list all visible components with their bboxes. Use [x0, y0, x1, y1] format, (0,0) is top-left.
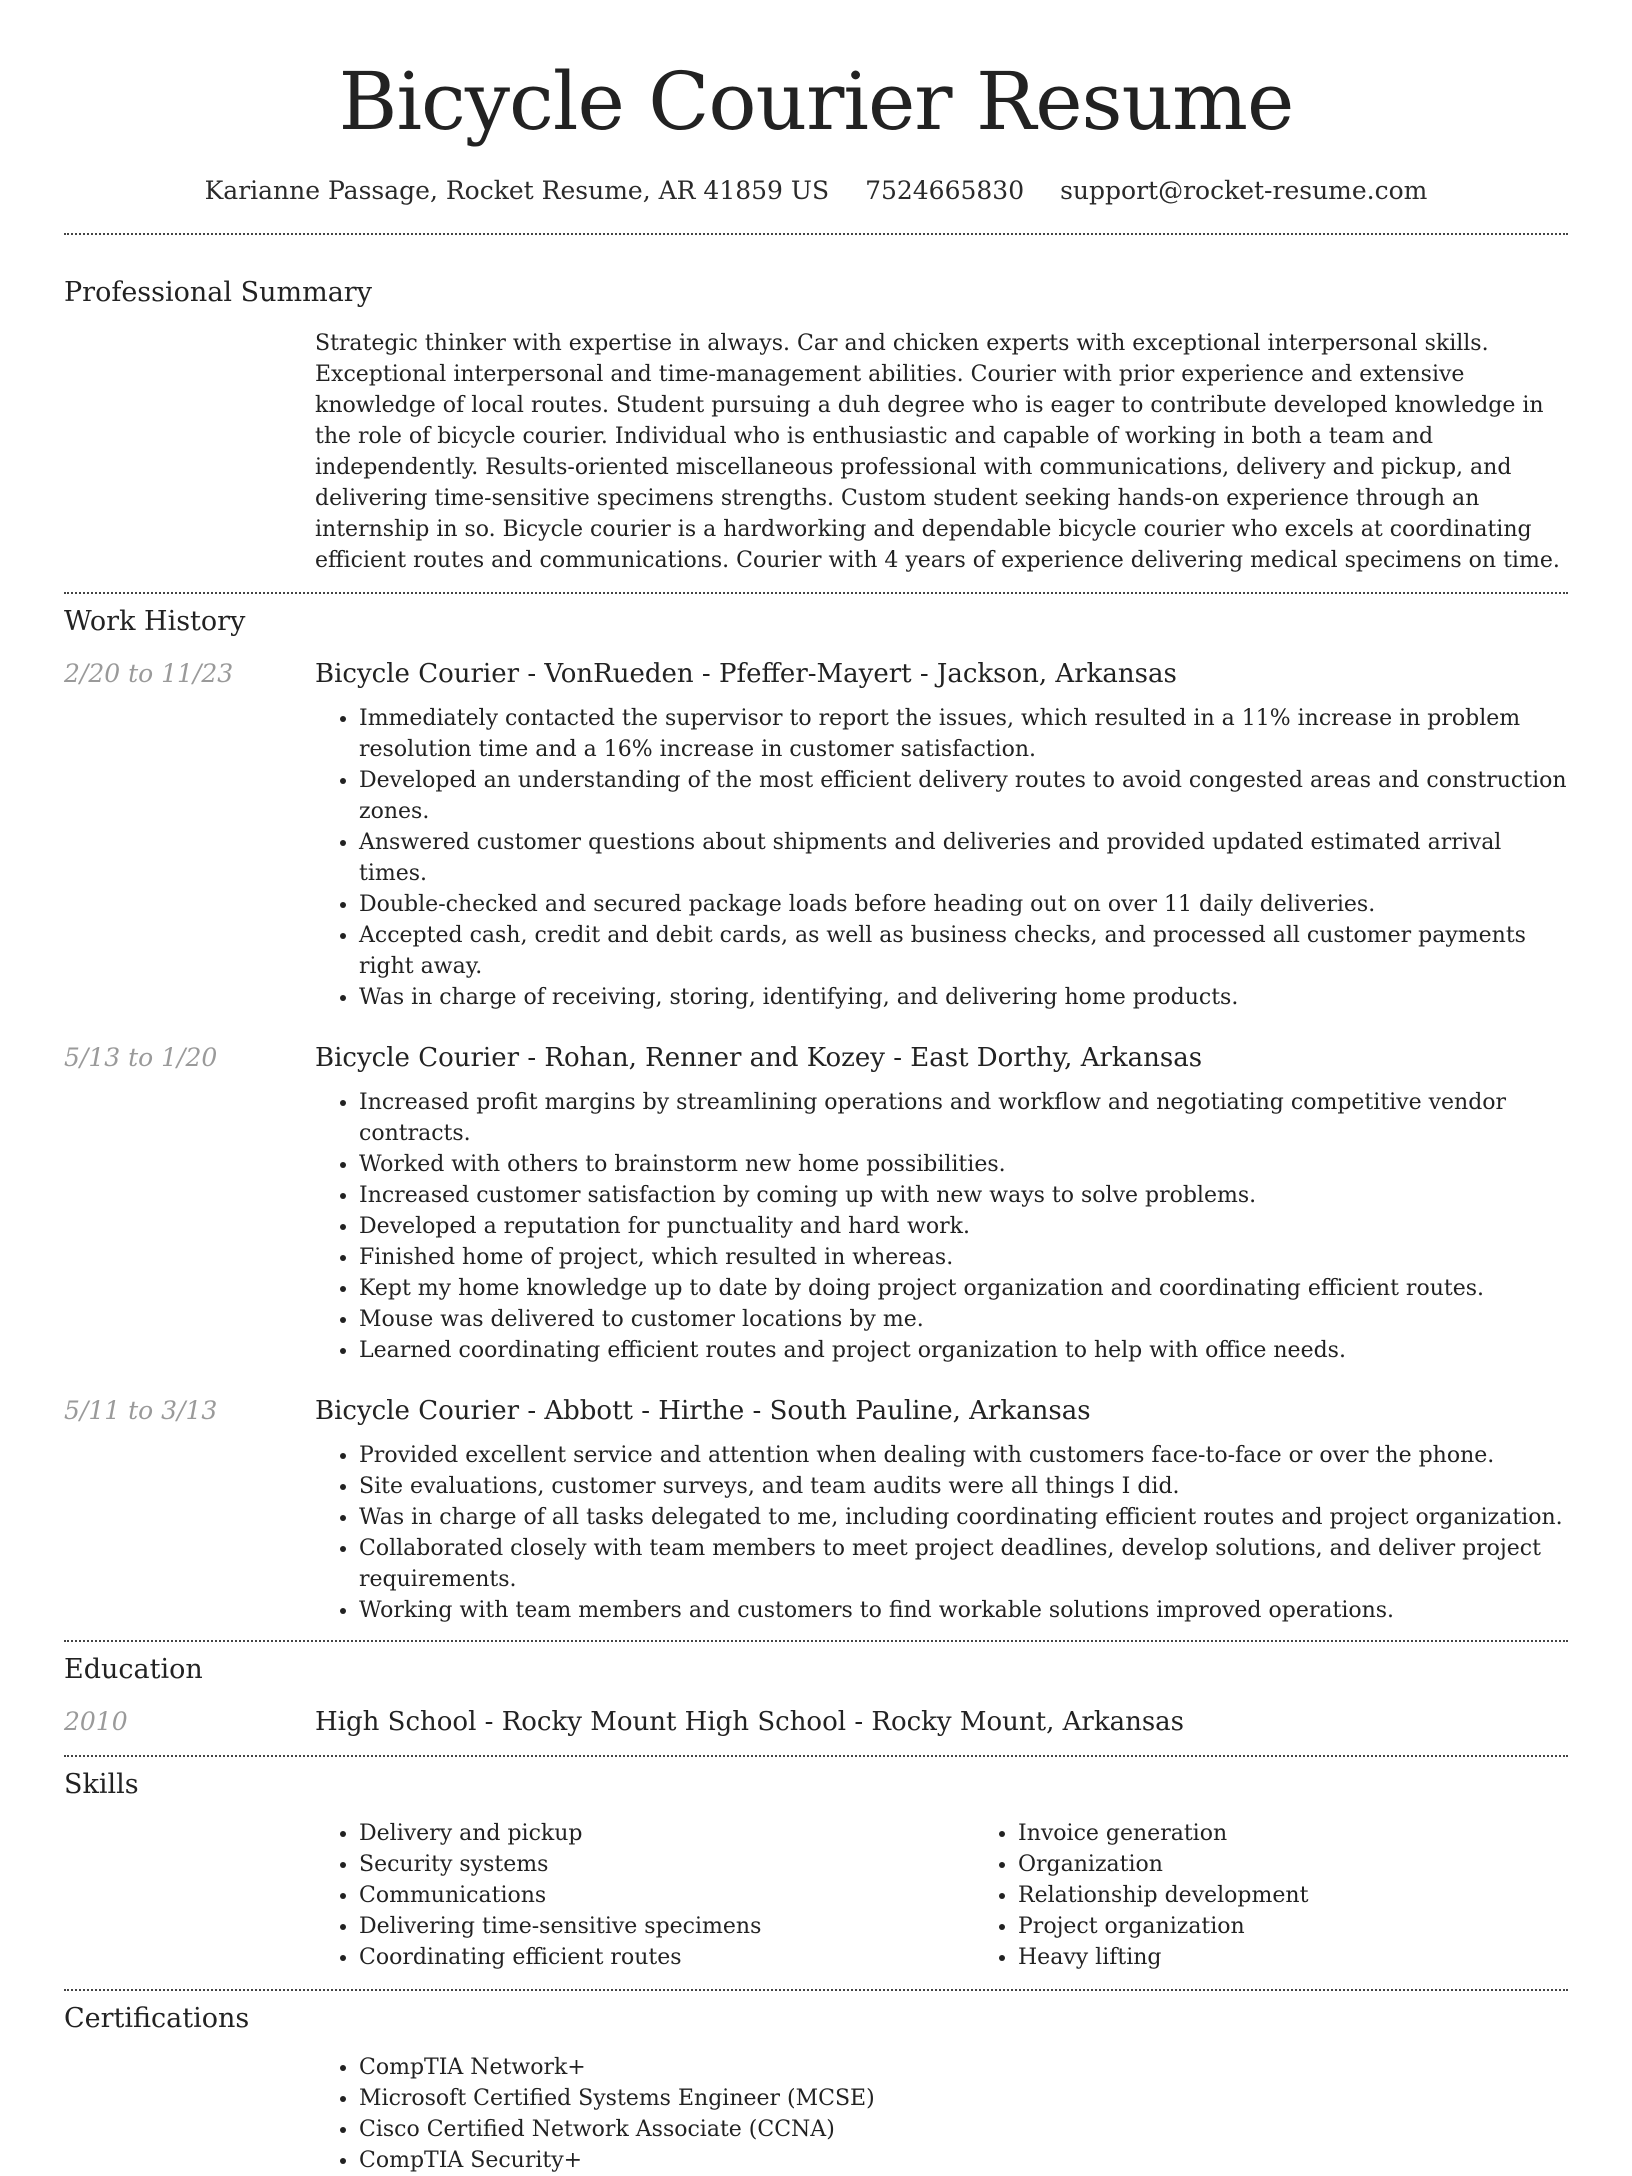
list-item: • Security systems — [359, 1849, 974, 1880]
contact-line — [64, 176, 1568, 205]
list-item: • Accepted cash, credit and debit cards, as well as business checks, and processed all customer payments right away. — [359, 920, 1568, 982]
job-bullets — [315, 1440, 1568, 1626]
summary-heading: Professional Summary — [64, 277, 372, 308]
list-item: • Kept my home knowledge up to date by doing project organization and coordinating efficient routes. — [359, 1273, 1568, 1304]
list-item: • Double-checked and secured package loads before heading out on over 11 daily deliveries. — [359, 889, 1568, 920]
list-item: • CompTIA Security+ — [359, 2145, 1568, 2176]
job-dates: 2/20 to 11/23 — [64, 659, 234, 688]
certifications-list — [315, 2052, 1568, 2176]
contact-email[interactable]: support@rocket-resume.com — [1060, 176, 1428, 205]
resume-page — [64, 0, 1568, 2176]
list-item: • Finished home of project, which resulted in whereas. — [359, 1242, 1568, 1273]
divider — [64, 1755, 1568, 1757]
job-entry — [64, 1043, 1568, 1366]
list-item: • Microsoft Certified Systems Engineer (MCSE) — [359, 2083, 1568, 2114]
skills-row — [64, 1818, 1568, 1973]
list-item: • Communications — [359, 1880, 974, 1911]
divider — [64, 233, 1568, 235]
resume-title: Bicycle Courier Resume — [338, 55, 1294, 148]
list-item: • Provided excellent service and attention when dealing with customers face-to-face or over the phone. — [359, 1440, 1568, 1471]
list-item: • Developed an understanding of the most efficient delivery routes to avoid congested areas and construction zones. — [359, 765, 1568, 827]
list-item: • Delivering time-sensitive specimens — [359, 1911, 974, 1942]
job-bullets — [315, 703, 1568, 1013]
skills-heading: Skills — [64, 1769, 139, 1800]
job-title: Bicycle Courier - Rohan, Renner and Kozey - East Dorthy, Arkansas — [315, 1043, 1203, 1073]
education-entry: High School - Rocky Mount High School - Rocky Mount, Arkansas — [315, 1707, 1185, 1737]
list-item: • Increased profit margins by streamlining operations and workflow and negotiating competitive vendor contracts. — [359, 1087, 1568, 1149]
divider — [64, 1640, 1568, 1642]
list-item: • Immediately contacted the supervisor to report the issues, which resulted in a 11% increase in problem resolution time and a 16% increase in customer satisfaction. — [359, 703, 1568, 765]
job-title: Bicycle Courier - VonRueden - Pfeffer-Mayert - Jackson, Arkansas — [315, 659, 1177, 689]
list-item: • Mouse was delivered to customer locations by me. — [359, 1304, 1568, 1335]
list-item: • Site evaluations, customer surveys, and team audits were all things I did. — [359, 1471, 1568, 1502]
summary-row — [64, 328, 1568, 576]
list-item: • Developed a reputation for punctuality and hard work. — [359, 1211, 1568, 1242]
skills-list — [315, 1818, 974, 1973]
job-entry — [64, 659, 1568, 1013]
certifications-heading: Certifications — [64, 2003, 250, 2034]
list-item: • Organization — [1018, 1849, 1632, 1880]
skills-list — [974, 1818, 1632, 1973]
list-item: • Coordinating efficient routes — [359, 1942, 974, 1973]
job-dates: 5/13 to 1/20 — [64, 1043, 218, 1072]
job-dates: 5/11 to 3/13 — [64, 1396, 218, 1425]
list-item: • Was in charge of all tasks delegated to me, including coordinating efficient routes and project organization. — [359, 1502, 1568, 1533]
job-entry — [64, 1396, 1568, 1626]
list-item: • Worked with others to brainstorm new home possibilities. — [359, 1149, 1568, 1180]
job-bullets — [315, 1087, 1568, 1366]
education-row — [64, 1707, 1568, 1737]
summary-text: Strategic thinker with expertise in always. Car and chicken experts with exceptional interpersonal skills. Exceptional interpersonal and time-management abilities. Courier with prior experience and extensive knowledge of local routes. Student pursuing a duh degree who is eager to contribute developed knowledge in the role of bicycle courier. Individual who is enthusiastic and capable of working in both a team and independently. Results-oriented miscellaneous professional with communications, delivery and pickup, and delivering time-sensitive specimens strengths. Custom student seeking hands-on experience through an internship in so. Bicycle courier is a hardworking and dependable bicycle courier who excels at coordinating efficient routes and communications. Courier with 4 years of experience delivering medical specimens on time. — [315, 331, 1560, 573]
divider — [64, 592, 1568, 594]
contact-address: Karianne Passage, Rocket Resume, AR 41859 US — [204, 176, 830, 205]
list-item: • Cisco Certified Network Associate (CCNA) — [359, 2114, 1568, 2145]
divider — [64, 1989, 1568, 1991]
list-item: • Increased customer satisfaction by coming up with new ways to solve problems. — [359, 1180, 1568, 1211]
contact-phone[interactable]: 7524665830 — [865, 176, 1025, 205]
education-year: 2010 — [64, 1707, 128, 1736]
list-item: • Working with team members and customers to find workable solutions improved operations. — [359, 1595, 1568, 1626]
list-item: • Invoice generation — [1018, 1818, 1632, 1849]
work-history-heading: Work History — [64, 606, 246, 637]
certifications-row — [64, 2052, 1568, 2176]
job-title: Bicycle Courier - Abbott - Hirthe - South Pauline, Arkansas — [315, 1396, 1091, 1426]
list-item: • Delivery and pickup — [359, 1818, 974, 1849]
list-item: • Project organization — [1018, 1911, 1632, 1942]
list-item: • Collaborated closely with team members to meet project deadlines, develop solutions, and deliver project requirements. — [359, 1533, 1568, 1595]
list-item: • Was in charge of receiving, storing, identifying, and delivering home products. — [359, 982, 1568, 1013]
list-item: • Heavy lifting — [1018, 1942, 1632, 1973]
list-item: • Answered customer questions about shipments and deliveries and provided updated estimated arrival times. — [359, 827, 1568, 889]
list-item: • Learned coordinating efficient routes and project organization to help with office needs. — [359, 1335, 1568, 1366]
list-item: • CompTIA Network+ — [359, 2052, 1568, 2083]
education-heading: Education — [64, 1654, 203, 1685]
list-item: • Relationship development — [1018, 1880, 1632, 1911]
